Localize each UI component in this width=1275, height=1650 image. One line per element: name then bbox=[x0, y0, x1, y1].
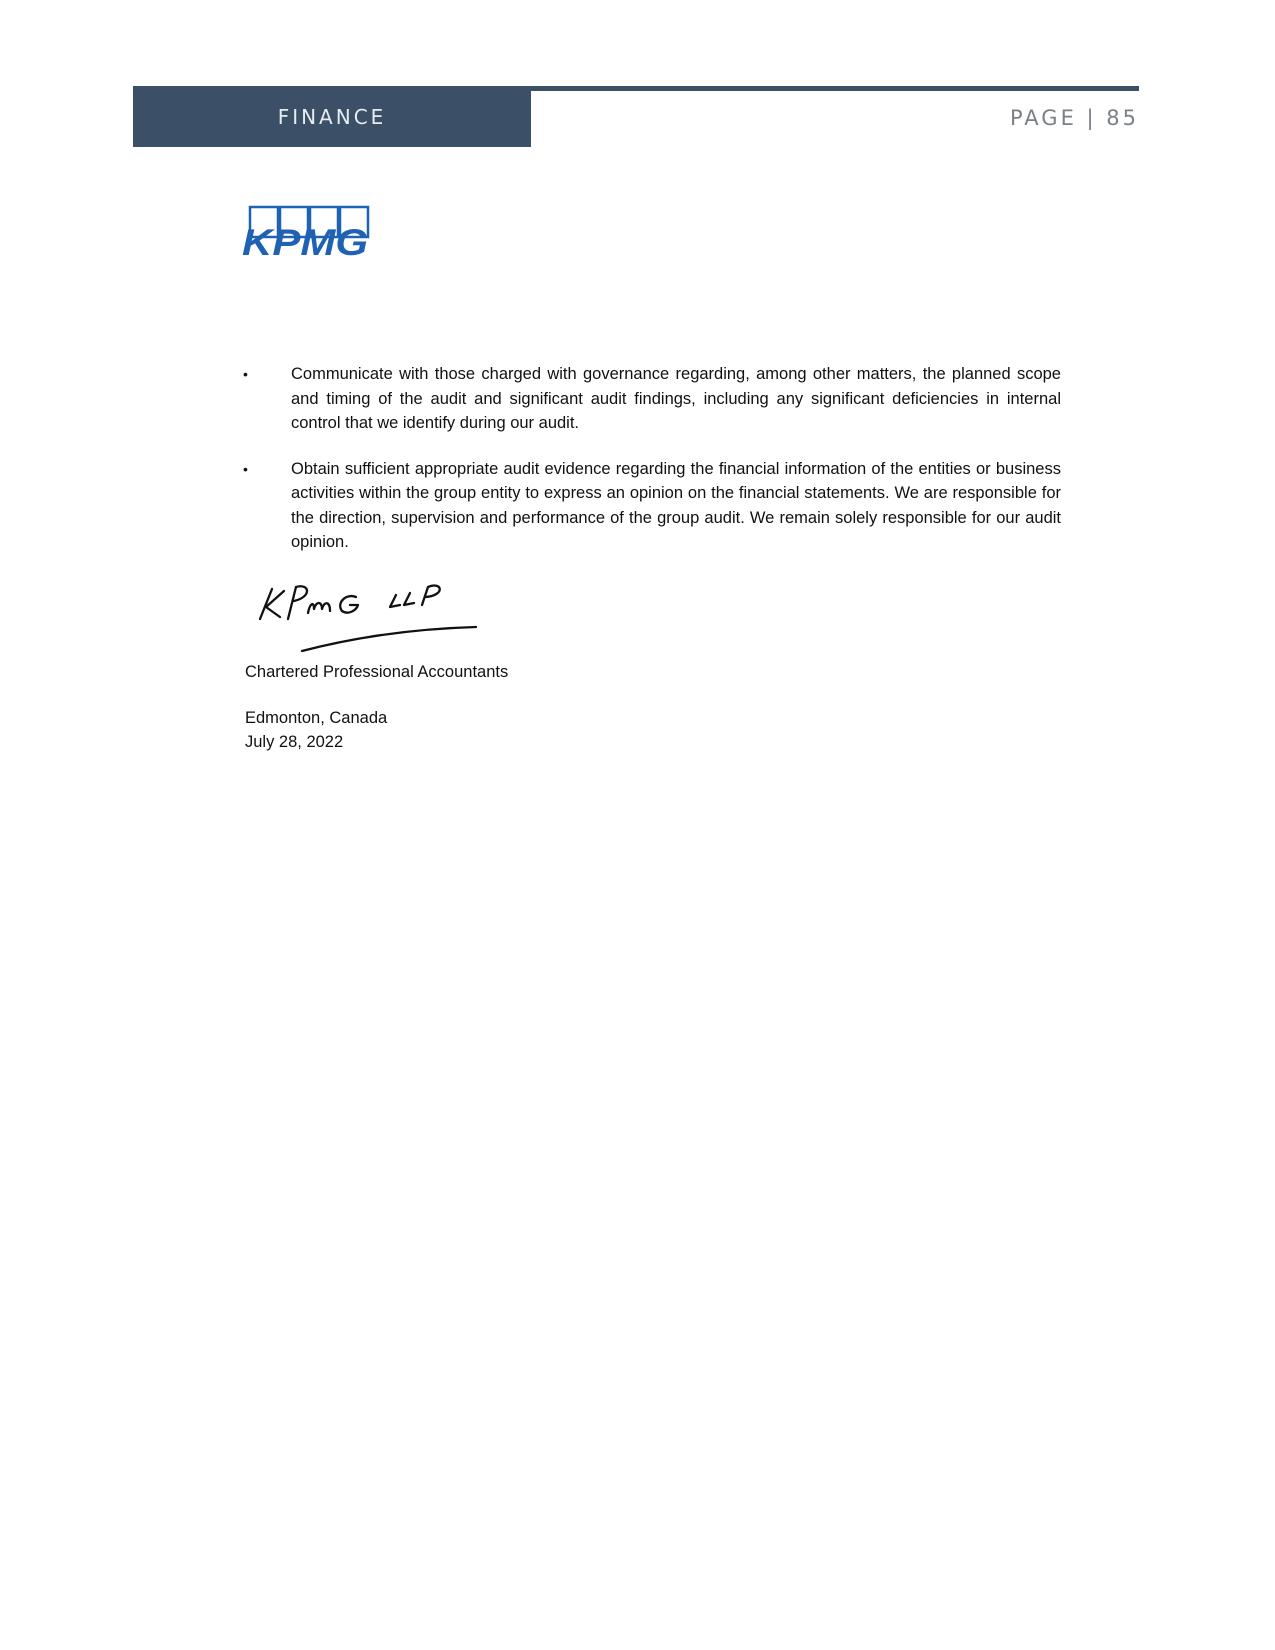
bullet-marker: • bbox=[243, 460, 248, 477]
designation-text: Chartered Professional Accountants bbox=[245, 663, 509, 681]
page-number: PAGE | 85 bbox=[1009, 106, 1139, 130]
section-tab bbox=[133, 86, 531, 147]
kpmg-logo bbox=[242, 205, 382, 265]
location-text: Edmonton, Canada bbox=[245, 709, 388, 727]
list-item bbox=[243, 457, 1061, 555]
logo-text: KPMG bbox=[242, 222, 368, 263]
bullet-marker: • bbox=[243, 366, 248, 382]
list-item bbox=[243, 362, 1061, 436]
bullet-text: Obtain sufficient appropriate audit evidence regarding the financial information of the entities or business activities within the group entity to express an opinion on the financial statements. We are responsible for the direction, supervision and performance of the group audit. We remain solely responsible for our audit opinion. bbox=[291, 459, 1061, 551]
section-title: FINANCE bbox=[277, 104, 387, 129]
signature-image bbox=[258, 577, 498, 667]
date-text: July 28, 2022 bbox=[245, 733, 344, 751]
bullet-text: Communicate with those charged with governance regarding, among other matters, the planned scope and timing of the audit and significant audit findings, including any significant deficiencies in internal control that we identify during our audit. bbox=[291, 365, 1061, 432]
bullet-list bbox=[243, 362, 1061, 576]
